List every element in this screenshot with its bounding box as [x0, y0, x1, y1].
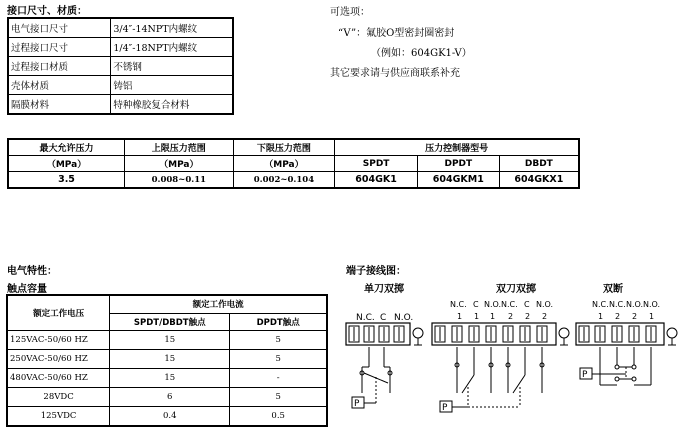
- cell-voltage: 28VDC: [7, 388, 110, 407]
- diagram-spdt: [346, 313, 423, 409]
- terminal-number: 2: [508, 312, 514, 321]
- terminal-label: C: [380, 313, 387, 323]
- cell-spdt: 15: [110, 331, 230, 350]
- sub-dpdt: DPDT: [417, 156, 499, 172]
- cell-dpdt: -: [230, 369, 327, 388]
- diagram-spdt-title: 单刀双掷: [364, 284, 404, 295]
- options-line-3: 其它要求请与供应商联系补充: [330, 68, 460, 79]
- cell-spdt: 0.4: [110, 407, 230, 427]
- terminal-label: C: [473, 300, 479, 309]
- row-label: 过程接口尺寸: [8, 38, 111, 57]
- terminal-label: N.O.: [626, 300, 644, 309]
- cell-voltage: 250VAC-50/60 HZ: [7, 350, 110, 369]
- table-row: [7, 369, 327, 388]
- header-voltage: 额定工作电压: [7, 295, 110, 331]
- terminal-block: [579, 326, 656, 342]
- table-row: [8, 76, 233, 95]
- sub-spdt: SPDT: [335, 156, 418, 172]
- header-current: 额定工作电流: [110, 295, 327, 313]
- sub-dbdt: DBDT: [499, 156, 579, 172]
- table-row: [8, 172, 579, 189]
- diagram-double-break-title: 双断: [603, 284, 623, 295]
- unit-upper: （MPa）: [125, 156, 234, 172]
- terminal-label: N.O.: [643, 300, 661, 309]
- row-label: 壳体材质: [8, 76, 111, 95]
- terminal-number: 2: [525, 312, 531, 321]
- options-line-1: “V”：氟胶O型密封圈密封: [338, 28, 455, 39]
- cell-voltage: 480VAC-50/60 HZ: [7, 369, 110, 388]
- row-value: 特种橡胶复合材料: [111, 95, 233, 115]
- options-line-2: （例如：604GK1-V）: [371, 48, 472, 59]
- diagram-dpdt: [432, 300, 569, 413]
- terminal-number: 2: [632, 312, 638, 321]
- terminal-block: [435, 326, 547, 342]
- row-value: 不锈钢: [111, 57, 233, 76]
- row-value: 铸铝: [111, 76, 233, 95]
- unit-max: （MPa）: [8, 156, 125, 172]
- row-label: 隔膜材料: [8, 95, 111, 115]
- interface-table: [7, 17, 234, 115]
- diagram-double-break: [576, 300, 677, 385]
- terminal-number: 1: [490, 312, 496, 321]
- row-label: 过程接口材质: [8, 57, 111, 76]
- header-max: 最大允许压力: [8, 139, 125, 156]
- table-row: [7, 350, 327, 369]
- cell-voltage: 125VAC-50/60 HZ: [7, 331, 110, 350]
- electrical-subtitle: 触点容量: [7, 284, 47, 295]
- cell-spdt: 15: [110, 369, 230, 388]
- cell-dpdt: 5: [230, 388, 327, 407]
- header-lower: 下限压力范围: [233, 139, 335, 156]
- table-row: [8, 38, 233, 57]
- p-label: P: [354, 399, 360, 409]
- p-label: P: [582, 370, 588, 380]
- cell-voltage: 125VDC: [7, 407, 110, 427]
- terminal-label: N.O.: [484, 300, 502, 309]
- row-value: 1/4″-18NPT内螺纹: [111, 38, 233, 57]
- value-model-3: 604GKX1: [499, 172, 579, 189]
- terminal-label: N.C.: [592, 300, 609, 309]
- terminal-number: 1: [457, 312, 463, 321]
- header-upper: 上限压力范围: [125, 139, 234, 156]
- table-row: [8, 95, 233, 115]
- row-label: 电气接口尺寸: [8, 18, 111, 38]
- interface-title: 接口尺寸、材质：: [7, 6, 87, 17]
- header-spdt: SPDT/DBDT触点: [110, 313, 230, 331]
- ground-icon: [413, 328, 423, 345]
- terminal-label: N.C.: [501, 300, 518, 309]
- unit-lower: （MPa）: [233, 156, 335, 172]
- table-row: [8, 18, 233, 38]
- terminal-label: N.C.: [450, 300, 467, 309]
- terminal-label: C: [524, 300, 530, 309]
- pressure-table: [7, 138, 580, 189]
- value-model-2: 604GKM1: [417, 172, 499, 189]
- terminal-number: 2: [542, 312, 548, 321]
- cell-spdt: 6: [110, 388, 230, 407]
- cell-dpdt: 5: [230, 331, 327, 350]
- table-row: [8, 57, 233, 76]
- wiring-diagrams: [340, 295, 690, 435]
- p-label: P: [442, 403, 448, 413]
- cell-dpdt: 0.5: [230, 407, 327, 427]
- table-row: [7, 331, 327, 350]
- row-value: 3/4″-14NPT内螺纹: [111, 18, 233, 38]
- diagram-dpdt-title: 双刀双掷: [496, 284, 536, 295]
- table-row: [7, 388, 327, 407]
- terminal-block: [349, 326, 404, 342]
- wiring-title: 端子接线图：: [346, 266, 406, 277]
- terminal-label: N.C.: [356, 313, 375, 323]
- terminal-number: 2: [615, 312, 621, 321]
- ground-icon: [667, 328, 677, 345]
- options-title: 可选项：: [330, 7, 370, 18]
- terminal-label: N.O.: [394, 313, 414, 323]
- cell-dpdt: 5: [230, 350, 327, 369]
- ground-icon: [559, 328, 569, 345]
- electrical-title: 电气特性：: [7, 266, 57, 277]
- value-lower: 0.002~0.104: [233, 172, 335, 189]
- terminal-label: N.O.: [536, 300, 554, 309]
- value-max: 3.5: [8, 172, 125, 189]
- header-models: 压力控制器型号: [335, 139, 579, 156]
- table-row: [7, 407, 327, 427]
- terminal-number: 1: [474, 312, 480, 321]
- terminal-number: 1: [649, 312, 655, 321]
- rating-table: [6, 294, 328, 427]
- cell-spdt: 15: [110, 350, 230, 369]
- value-model-1: 604GK1: [335, 172, 418, 189]
- terminal-label: N.C.: [609, 300, 626, 309]
- header-dpdt: DPDT触点: [230, 313, 327, 331]
- value-upper: 0.008~0.11: [125, 172, 234, 189]
- terminal-number: 1: [598, 312, 604, 321]
